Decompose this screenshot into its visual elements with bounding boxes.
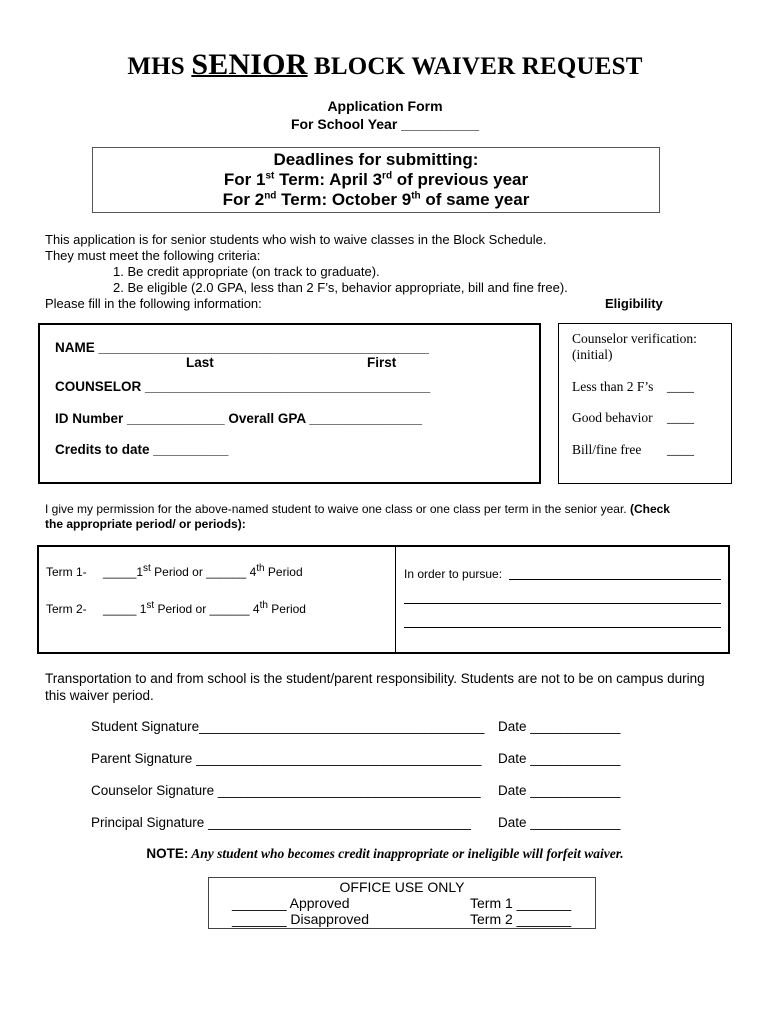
- eligibility-heading: Eligibility: [605, 296, 663, 311]
- title-prefix: MHS: [127, 53, 185, 80]
- deadlines-box: [92, 147, 660, 213]
- intro-line2: They must meet the following criteria:: [45, 248, 261, 263]
- term2-period-options[interactable]: _____ 1st Period or ______ 4th Period: [103, 600, 306, 616]
- office-term2-field[interactable]: Term 2 _______: [470, 911, 572, 927]
- parent-date-field[interactable]: Date ____________: [498, 751, 621, 766]
- student-date-field[interactable]: Date ____________: [498, 719, 621, 734]
- permission-line2: the appropriate period/ or periods):: [45, 517, 246, 531]
- counselor-signature-field[interactable]: Counselor Signature ___________________________________: [91, 783, 481, 798]
- principal-signature-field[interactable]: Principal Signature ___________________________________: [91, 815, 471, 830]
- disapproved-field[interactable]: _______ Disapproved: [232, 911, 369, 927]
- deadline-term2: For 2nd Term: October 9th of same year: [222, 190, 530, 209]
- first-label: First: [367, 355, 397, 370]
- credits-field[interactable]: Credits to date __________: [55, 442, 229, 457]
- good-behavior-blank[interactable]: ____: [667, 410, 694, 425]
- id-gpa-field[interactable]: ID Number _____________ Overall GPA _______________: [55, 411, 423, 426]
- verify-initial: (initial): [572, 347, 613, 362]
- intro-line1: This application is for senior students who wish to waive classes in the Block Schedule.: [45, 232, 547, 247]
- criteria-1: 1. Be credit appropriate (on track to graduate).: [113, 264, 380, 279]
- less-than-2f-blank[interactable]: ____: [667, 379, 694, 394]
- principal-date-field[interactable]: Date ____________: [498, 815, 621, 830]
- transport-line2: this waiver period.: [45, 688, 154, 703]
- eligibility-box: [558, 323, 732, 484]
- forfeit-note: NOTE: Any student who becomes credit inappropriate or ineligible will forfeit waiver.: [146, 846, 624, 861]
- form-subtitle: Application Form: [327, 98, 443, 114]
- pursue-line-1[interactable]: [509, 579, 721, 580]
- transport-line1: Transportation to and from school is the student/parent responsibility. Students are not to be on campus during: [45, 671, 705, 686]
- pursue-line-3[interactable]: [404, 627, 721, 628]
- title-senior: SENIOR: [191, 48, 308, 81]
- term1-label: Term 1-: [46, 565, 87, 579]
- pursue-line-2[interactable]: [404, 603, 721, 604]
- office-use-heading: OFFICE USE ONLY: [339, 879, 465, 895]
- term-period-box: [37, 545, 730, 654]
- page-title: [0, 48, 770, 82]
- title-suffix: BLOCK WAIVER REQUEST: [314, 53, 643, 80]
- student-signature-field[interactable]: Student Signature______________________________________: [91, 719, 485, 734]
- fill-instruction: Please fill in the following information:: [45, 296, 262, 311]
- office-term1-field[interactable]: Term 1 _______: [470, 895, 572, 911]
- last-label: Last: [186, 355, 214, 370]
- term1-period-options[interactable]: _____1st Period or ______ 4th Period: [103, 563, 303, 579]
- term-divider: [395, 547, 396, 652]
- student-info-box: [38, 323, 541, 484]
- criteria-2: 2. Be eligible (2.0 GPA, less than 2 F’s, behavior appropriate, bill and fine free).: [113, 280, 568, 295]
- counselor-field[interactable]: COUNSELOR ______________________________________: [55, 379, 431, 394]
- deadlines-heading: Deadlines for submitting:: [273, 150, 479, 169]
- term2-label: Term 2-: [46, 602, 87, 616]
- good-behavior-label: Good behavior: [572, 410, 653, 425]
- verify-label: Counselor verification:: [572, 331, 697, 346]
- deadline-term1: For 1st Term: April 3rd of previous year: [223, 170, 529, 189]
- school-year-field[interactable]: For School Year __________: [290, 116, 480, 132]
- less-than-2f-label: Less than 2 F’s: [572, 379, 654, 394]
- pursue-label: In order to pursue:: [404, 567, 503, 581]
- bill-fine-label: Bill/fine free: [572, 442, 642, 457]
- office-use-box: [208, 877, 596, 929]
- parent-signature-field[interactable]: Parent Signature ______________________________________: [91, 751, 482, 766]
- counselor-date-field[interactable]: Date ____________: [498, 783, 621, 798]
- bill-fine-blank[interactable]: ____: [667, 442, 694, 457]
- name-field[interactable]: NAME ____________________________________________: [55, 340, 429, 355]
- permission-line1: I give my permission for the above-named student to waive one class or one class per term in the senior year. (Check: [45, 502, 670, 516]
- approved-field[interactable]: _______ Approved: [232, 895, 350, 911]
